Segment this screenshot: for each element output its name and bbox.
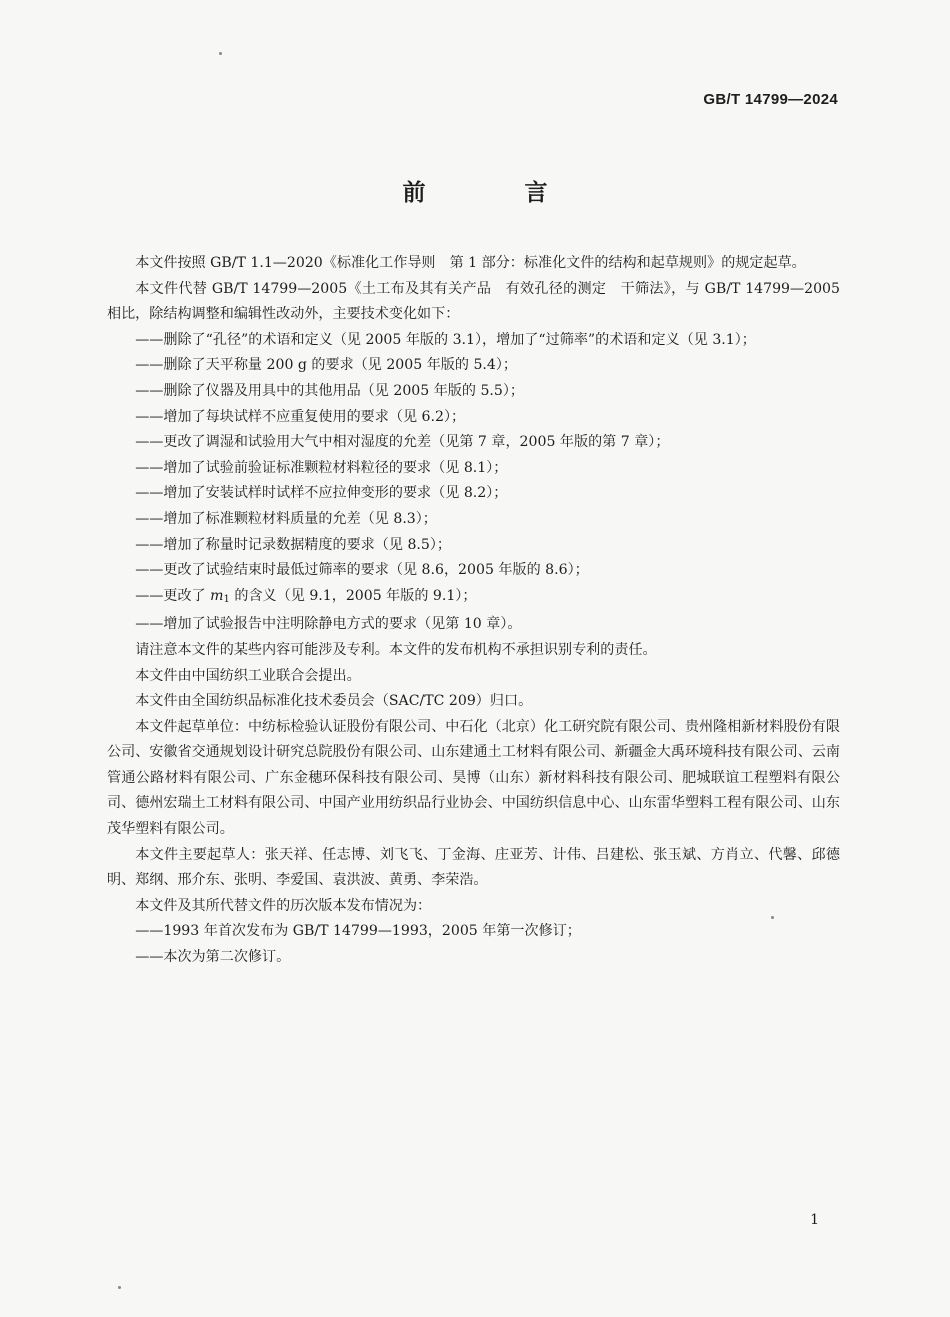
change-item: ——更改了试验结束时最低过筛率的要求（见 8.6，2005 年版的 8.6）； xyxy=(135,562,589,579)
page-title: 前 言 xyxy=(402,180,586,206)
change-item: ——增加了称量时记录数据精度的要求（见 8.5）； xyxy=(135,536,451,553)
m1-symbol: m xyxy=(210,587,224,604)
scan-speck xyxy=(219,52,222,55)
scan-speck xyxy=(118,1286,121,1289)
centralized-note: 本文件由全国纺织品标准化技术委员会（SAC/TC 209）归口。 xyxy=(135,693,533,710)
preface-body xyxy=(107,251,840,971)
m1-subscript: 1 xyxy=(223,593,230,605)
page-number: 1 xyxy=(810,1212,819,1228)
change-item: ——删除了“孔径”的术语和定义（见 2005 年版的 3.1），增加了“过筛率”的术语和定义（见 3.1）； xyxy=(135,331,756,348)
paragraph-drafting-rules: 本文件按照 GB/T 1.1—2020《标准化工作导则 第 1 部分：标准化文件的结构和起草规则》的规定起草。 xyxy=(135,255,806,271)
patent-note: 请注意本文件的某些内容可能涉及专利。本文件的发布机构不承担识别专利的责任。 xyxy=(135,641,657,658)
scan-speck xyxy=(771,916,774,919)
change-item: ——增加了试验前验证标准颗粒材料粒径的要求（见 8.1）； xyxy=(135,459,508,476)
change-item: ——增加了标准颗粒材料质量的允差（见 8.3）； xyxy=(135,510,437,527)
change-item: ——增加了安装试样时试样不应拉伸变形的要求（见 8.2）； xyxy=(135,485,508,502)
change-m1-suffix: 的含义（见 9.1，2005 年版的 9.1）； xyxy=(229,587,477,604)
paragraph-replacement: 本文件代替 GB/T 14799—2005《土工布及其有关产品 有效孔径的测定 干筛法》，与 GB/T 14799—2005 相比，除结构调整和编辑性改动外，主要技术变化如下： xyxy=(107,280,840,323)
history-item: ——本次为第二次修订。 xyxy=(135,949,291,966)
change-item: ——更改了调湿和试验用大气中相对湿度的允差（见第 7 章，2005 年版的第 7 章）； xyxy=(135,434,670,451)
standard-code: GB/T 14799—2024 xyxy=(703,91,838,108)
change-item-m1 xyxy=(107,584,840,613)
change-m1-prefix: ——更改了 xyxy=(135,587,211,604)
change-item: ——删除了仪器及用具中的其他用品（见 2005 年版的 5.5）； xyxy=(135,382,525,399)
history-item: ——1993 年首次发布为 GB/T 14799—1993，2005 年第一次修订； xyxy=(135,923,581,940)
proposer-note: 本文件由中国纺织工业联合会提出。 xyxy=(135,667,361,684)
change-item: ——增加了每块试样不应重复使用的要求（见 6.2）； xyxy=(135,408,466,425)
history-intro: 本文件及其所代替文件的历次版本发布情况为： xyxy=(135,897,432,914)
change-item: ——删除了天平称量 200 g 的要求（见 2005 年版的 5.4）； xyxy=(135,357,518,374)
change-item: ——增加了试验报告中注明除静电方式的要求（见第 10 章）。 xyxy=(135,616,522,633)
drafting-units: 本文件起草单位：中纺标检验认证股份有限公司、中石化（北京）化工研究院有限公司、贵州隆相新材料股份有限公司、安徽省交通规划设计研究总院股份有限公司、山东建通土工材料有限公司、新疆金大禹环境科技有限公司、云南管通公路材料有限公司、广东金穗环保科技有限公司、昊博（山东）新材料科技有限公司、肥城联谊工程塑料有限公司、德州宏瑞土工材料有限公司、中国产业用纺织品行业协会、中国纺织信息中心、山东雷华塑料工程有限公司、山东茂华塑料有限公司。 xyxy=(107,718,840,838)
drafters: 本文件主要起草人：张天祥、任志博、刘飞飞、丁金海、庄亚芳、计伟、吕建松、张玉斌、方肖立、代馨、邱德明、郑纲、邢介东、张明、李爱国、袁洪波、黄勇、李荣浩。 xyxy=(107,846,840,889)
